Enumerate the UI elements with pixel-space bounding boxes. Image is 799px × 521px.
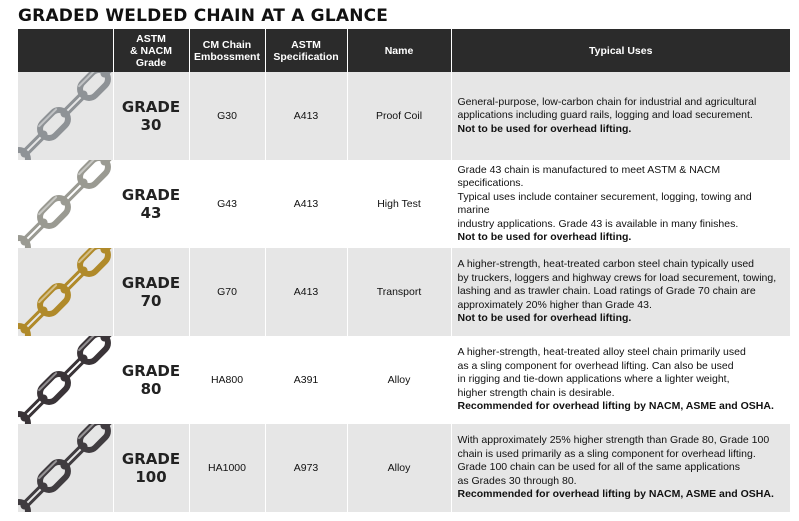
header-grade [113, 29, 189, 72]
header-typical-uses: Typical Uses [451, 29, 790, 72]
grade-cell [113, 248, 189, 336]
uses-line: General-purpose, low-carbon chain for industrial and agricultural [457, 95, 757, 108]
grade-number: 70 [140, 292, 162, 310]
grade-word: GRADE [121, 186, 181, 204]
header-emboss-line2: Embossment [194, 50, 260, 63]
grade-cell [113, 336, 189, 424]
header-grade-line2: & NACM [130, 44, 172, 57]
uses-line: higher strength chain is desirable. [457, 386, 615, 399]
typical-uses-cell [451, 424, 790, 512]
uses-line: Grade 43 chain is manufactured to meet ASTM & NACM specifications. [457, 163, 721, 189]
grade-word: GRADE [121, 98, 181, 116]
uses-line: With approximately 25% higher strength than Grade 80, Grade 100 [457, 434, 770, 447]
table-row [18, 336, 790, 424]
header-grade-line3: Grade [135, 56, 167, 69]
header-image [18, 29, 113, 72]
table-header-row [18, 29, 790, 72]
chain-image [18, 424, 113, 512]
grade-number: 80 [140, 380, 162, 398]
overhead-lifting-note: Not to be used for overhead lifting. [457, 231, 632, 243]
header-embossment [189, 29, 265, 72]
name-cell: Transport [347, 248, 451, 336]
astm-spec-cell: A413 [265, 248, 347, 336]
chain-links-icon [18, 72, 113, 160]
embossment-cell: G30 [189, 72, 265, 160]
chain-image [18, 160, 113, 248]
grade-number: 30 [140, 116, 162, 134]
grade-number: 43 [140, 204, 162, 222]
header-spec-line1: ASTM [291, 38, 321, 51]
grade-word: GRADE [121, 362, 181, 380]
astm-spec-cell: A413 [265, 160, 347, 248]
chain-image [18, 336, 113, 424]
chain-links-icon [18, 160, 113, 248]
chain-image [18, 248, 113, 336]
table-row [18, 248, 790, 336]
name-cell: High Test [347, 160, 451, 248]
uses-line: in rigging and tie-down applications where a lighter weight, [457, 373, 730, 386]
chain-grade-table [18, 29, 790, 512]
uses-line: industry applications. Grade 43 is available in many finishes. [457, 217, 739, 230]
uses-line: approximately 20% higher than Grade 43. [457, 298, 652, 311]
typical-uses-cell [451, 160, 790, 248]
header-name: Name [347, 29, 451, 72]
uses-line: as a sling component for overhead lifting. Can also be used [457, 359, 734, 372]
grade-word: GRADE [121, 450, 181, 468]
uses-line: A higher-strength, heat-treated alloy steel chain primarily used [457, 346, 746, 359]
chain-links-icon [18, 248, 113, 336]
typical-uses-cell [451, 72, 790, 160]
astm-spec-cell: A391 [265, 336, 347, 424]
uses-line: by truckers, loggers and highway crews for load securement, towing, [457, 271, 777, 284]
table-row [18, 72, 790, 160]
name-cell: Proof Coil [347, 72, 451, 160]
typical-uses-cell [451, 336, 790, 424]
chain-image [18, 72, 113, 160]
uses-line: chain is used primarily as a sling component for overhead lifting. [457, 447, 756, 460]
overhead-lifting-note: Recommended for overhead lifting by NACM, ASME and OSHA. [457, 400, 774, 413]
table-row [18, 424, 790, 512]
overhead-lifting-note: Recommended for overhead lifting by NACM, ASME and OSHA. [457, 488, 774, 501]
table-row [18, 160, 790, 248]
page-title: GRADED WELDED CHAIN AT A GLANCE [18, 6, 389, 26]
header-spec-line2: Specification [273, 50, 339, 63]
header-astm-spec [265, 29, 347, 72]
name-cell: Alloy [347, 424, 451, 512]
embossment-cell: HA800 [189, 336, 265, 424]
uses-line: applications including guard rails, logging and load securement. [457, 109, 753, 122]
typical-uses-cell [451, 248, 790, 336]
grade-cell [113, 424, 189, 512]
header-emboss-line1: CM Chain [202, 38, 252, 51]
uses-line: Grade 100 chain can be used for all of the same applications [457, 461, 741, 474]
grade-cell [113, 72, 189, 160]
uses-line: A higher-strength, heat-treated carbon steel chain typically used [457, 258, 755, 271]
grade-cell [113, 160, 189, 248]
grade-number: 100 [135, 468, 167, 486]
embossment-cell: HA1000 [189, 424, 265, 512]
grade-word: GRADE [121, 274, 181, 292]
astm-spec-cell: A973 [265, 424, 347, 512]
embossment-cell: G70 [189, 248, 265, 336]
chain-links-icon [18, 424, 113, 512]
header-grade-line1: ASTM [136, 32, 166, 45]
uses-line: as Grades 30 through 80. [457, 474, 577, 487]
embossment-cell: G43 [189, 160, 265, 248]
overhead-lifting-note: Not to be used for overhead lifting. [457, 312, 632, 325]
astm-spec-cell: A413 [265, 72, 347, 160]
uses-line: lashing and as trawler chain. Load ratings of Grade 70 chain are [457, 285, 756, 298]
chain-links-icon [18, 336, 113, 424]
overhead-lifting-note: Not to be used for overhead lifting. [457, 122, 632, 135]
uses-line: Typical uses include container securement, logging, towing and marine [457, 190, 752, 216]
name-cell: Alloy [347, 336, 451, 424]
